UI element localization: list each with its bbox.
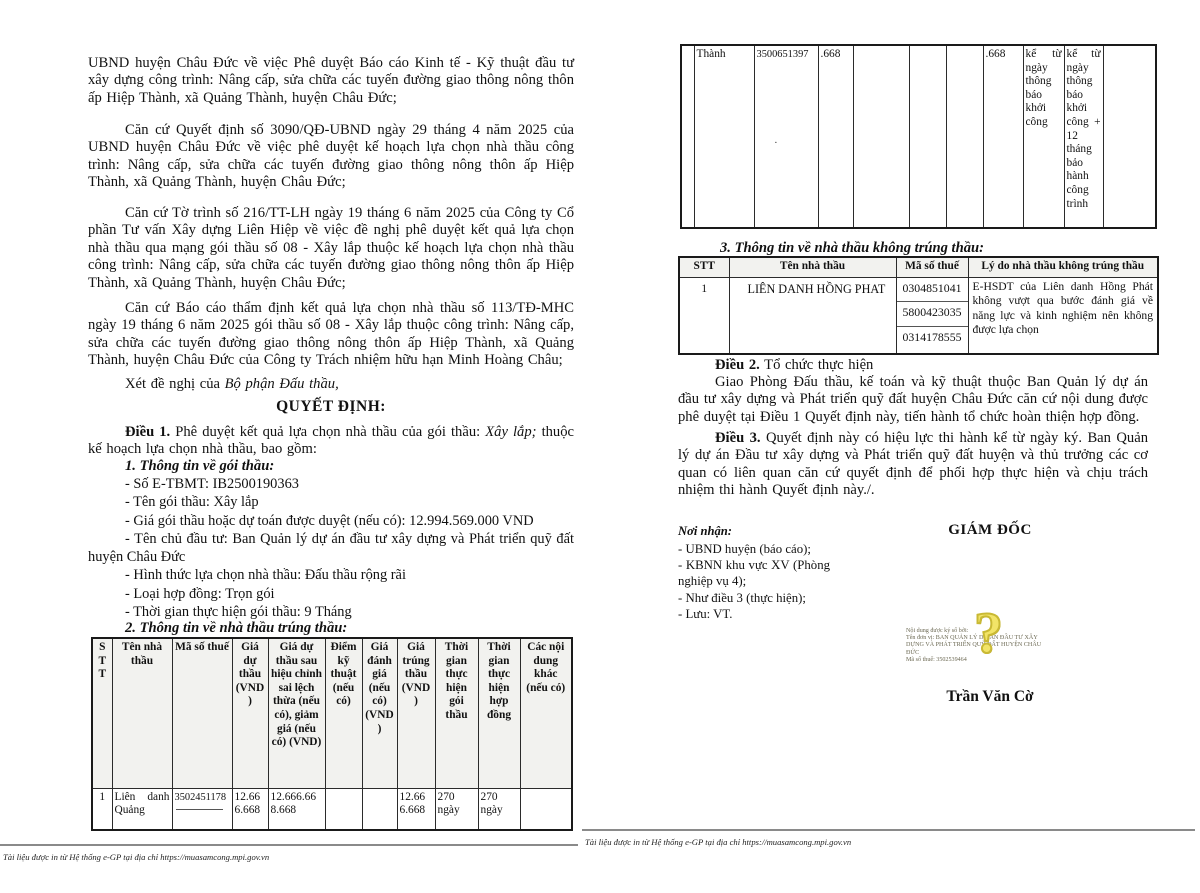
tax-id: 0314178555 — [902, 329, 962, 344]
dieu-1-text: Phê duyệt kết quả lựa chọn nhà thầu của gói thầu: — [170, 424, 486, 440]
list-item: - Loại hợp đồng: Trọn gói — [125, 585, 275, 602]
winning-bidder-table-continued — [680, 44, 1157, 229]
noi-nhan-title: Nơi nhận: — [678, 524, 733, 538]
section-1-title: 1. Thông tin về gói thầu: — [125, 458, 275, 474]
stamp-line: Nội dung được ký số bởi: — [906, 628, 969, 634]
cell-bid-price: .668 — [818, 45, 853, 228]
xet-de-nghi-italic: Bộ phận Đấu thầu, — [224, 376, 339, 392]
header-diem-ky-thuat: Điểm kỹ thuật (nếu có) — [325, 638, 362, 788]
header-gia-du-thau: Giá dự thầu (VND ) — [232, 638, 268, 788]
tax-dot: . — [774, 133, 778, 146]
noi-nhan-list — [678, 541, 830, 622]
cell-win-price: .668 — [983, 45, 1023, 228]
header-ly-do: Lý do nhà thầu không trúng thầu — [968, 257, 1158, 277]
cell-duration: 270 ngày — [435, 788, 478, 830]
xet-de-nghi-prefix: Xét đề nghị của — [125, 376, 225, 392]
dieu-3-label: Điều 3. — [715, 430, 761, 446]
paragraph-dieu-2-heading — [678, 357, 1148, 374]
dieu-1-tail: thuộc kế hoạch lựa chọn nhà thầu, bao gồm: — [88, 424, 574, 458]
cell-eval-price — [946, 45, 983, 228]
header-thoi-gian-goi-thau: Thời gian thực hiện gói thầu — [435, 638, 478, 788]
header-ten-nha-thau: Tên nhà thầu — [112, 638, 172, 788]
section-2-title: 2. Thông tin về nhà thầu trúng thầu: — [125, 620, 348, 636]
list-item: - Hình thức lựa chọn nhà thầu: Đấu thầu rộng rãi — [125, 567, 406, 584]
table-row-continued — [681, 45, 1156, 228]
dieu-1-italic: Xây lắp; — [485, 424, 537, 440]
decision-heading: QUYẾT ĐỊNH: — [276, 398, 386, 415]
cell-contract-duration: 270 ngày — [478, 788, 520, 830]
dieu-2-title: Tổ chức thực hiện — [759, 357, 874, 373]
cell-name: Liên danh Quảng — [112, 788, 172, 830]
footer-text-right: Tài liệu được in từ Hệ thống e-GP tại địa chỉ https://muasamcong.mpi.gov.vn — [585, 837, 852, 847]
missing-image-question-mark-icon: ? — [974, 600, 1003, 665]
cell-tax — [172, 788, 232, 830]
recipient-item: - Lưu: VT. — [678, 606, 733, 621]
recipient-item: - KBNN khu vực XV (Phòng nghiệp vụ 4); — [678, 558, 830, 589]
director-title: GIÁM ĐỐC — [948, 522, 1032, 538]
table-header-row — [679, 257, 1158, 277]
list-item: - Tên gói thầu: Xây lắp — [125, 494, 259, 511]
cell-eval-price — [362, 788, 397, 830]
footer-text-left: Tài liệu được in từ Hệ thống e-GP tại địa chỉ https://muasamcong.mpi.gov.vn — [3, 852, 270, 862]
cell-stt: 1 — [92, 788, 112, 830]
dieu-2-label: Điều 2. — [715, 357, 760, 373]
winning-bidder-table — [91, 637, 573, 831]
paragraph-dieu-3 — [678, 430, 1148, 500]
paragraph-can-cu-bao-cao: Căn cứ Báo cáo thẩm định kết quả lựa chọn nhà thầu số 113/TĐ-MHC ngày 19 tháng 6 năm 2025 gói thầu số 08 - Xây lắp thuộc công trình: Nâng cấp, sửa chữa các tuyến đường giao thông nông thôn ấp Hiệp Thành, xã Quảng Thành, huyện Châu Đức của Công ty Trách nhiệm hữu hạn Minh Hoàng Châu; — [88, 300, 574, 369]
cell-tax — [754, 45, 818, 228]
cell-win-price: 12.666.668 — [397, 788, 435, 830]
header-gia-sau-hieu-chinh: Giá dự thầu sau hiệu chỉnh sai lệch thừa (nếu có), giảm giá (nếu có) (VND) — [268, 638, 325, 788]
footer-rule-left — [0, 844, 578, 846]
paragraph-dieu-2-body: Giao Phòng Đấu thầu, kế toán và kỹ thuật thuộc Ban Quản lý dự án đầu tư xây dựng và Phát triển quỹ đất huyện Châu Đức căn cứ nội dung được phê duyệt tại Điều 1 Quyết định này, tiến hành tổ chức hoàn thiện hợp đồng. — [678, 374, 1148, 425]
recipient-item: - Như điều 3 (thực hiện); — [678, 590, 806, 605]
goi-thau-info-list — [88, 475, 574, 621]
stamp-line: Mã số thuế: 3502539464 — [906, 656, 967, 663]
paragraph-dieu-1 — [88, 424, 574, 459]
cell-tech-score — [325, 788, 362, 830]
cell-duration: kể từ ngày thông báo khởi công — [1023, 45, 1064, 228]
list-item: - Giá gói thầu hoặc dự toán được duyệt (nếu có): 12.994.569.000 VND — [125, 512, 534, 529]
cell-other — [520, 788, 572, 830]
header-ten-nha-thau: Tên nhà thầu — [729, 257, 896, 277]
header-noi-dung-khac: Các nội dung khác (nếu có) — [520, 638, 572, 788]
page-right — [678, 0, 1153, 893]
recipient-item: - UBND huyện (báo cáo); — [678, 542, 811, 556]
section-3-title: 3. Thông tin về nhà thầu không trúng thầu: — [720, 240, 984, 256]
tax-separator-line — [176, 808, 223, 810]
header-ma-so-thue: Mã số thuế — [896, 257, 968, 277]
tax-id: 0304851041 — [902, 280, 962, 295]
cell-tech-score — [909, 45, 946, 228]
header-stt: STT — [679, 257, 729, 277]
stamp-line: DỰNG VÀ PHÁT TRIỂN QUỸ ĐẤT HUYỆN CHÂU — [906, 642, 1042, 649]
cell-contract-duration: kể từ ngày thông báo khởi công + 12 tháng bảo hành công trình — [1064, 45, 1103, 228]
table-row — [679, 277, 1158, 354]
tax-id: 3500651397 — [756, 49, 809, 60]
cell-adjusted-price: 12.666.668.668 — [268, 788, 325, 830]
header-gia-trung-thau: Giá trúng thầu (VND ) — [397, 638, 435, 788]
tax-id: 3502451178 — [174, 791, 227, 803]
footer-rule-right — [582, 829, 1195, 831]
table-header-row — [92, 638, 572, 788]
cell-tax-ids — [896, 277, 968, 354]
list-item: - Số E-TBMT: IB2500190363 — [125, 476, 299, 492]
header-ma-so-thue: Mã số thuế — [172, 638, 232, 788]
cell-name: Thành — [694, 45, 754, 228]
header-gia-danh-gia: Giá đánh giá (nếu có) (VND ) — [362, 638, 397, 788]
cell-reason: E-HSDT của Liên danh Hồng Phát không vượt qua bước đánh giá về năng lực và kinh nghiệm nên không được lựa chọn — [968, 277, 1158, 354]
dieu-1-label: Điều 1. — [125, 424, 171, 440]
cell-other — [1103, 45, 1156, 228]
paragraph-continuation: UBND huyện Châu Đức về việc Phê duyệt Báo cáo Kinh tế - Kỹ thuật đầu tư xây dựng công trình: Nâng cấp, sửa chữa các tuyến đường giao thông nông thôn ấp Hiệp Thành, xã Quảng Thành, huyện Châu Đức; — [88, 55, 574, 106]
tax-id: 5800423035 — [902, 305, 962, 320]
losing-bidder-table — [678, 256, 1159, 355]
cell-adjusted-price — [853, 45, 909, 228]
signer-name: Trần Văn Cờ — [946, 688, 1034, 705]
paragraph-can-cu-to-trinh: Căn cứ Tờ trình số 216/TT-LH ngày 19 tháng 6 năm 2025 của Công ty Cổ phần Tư vấn Xây dựng Liên Hiệp về việc đề nghị phê duyệt kết quả lựa chọn nhà thầu qua mạng gói thầu số 08 - Xây lắp thuộc kế hoạch lựa chọn nhà thầu công trình: Nâng cấp, sửa chữa các tuyến đường giao thông nông thôn ấp Hiệp Thành, xã Quảng Thành, huyện Châu Đức; — [88, 205, 574, 291]
cell-bid-price: 12.666.668 — [232, 788, 268, 830]
dieu-3-text: Quyết định này có hiệu lực thi hành kể từ ngày ký. Ban Quản lý dự án Đầu tư xây dựng và Phát triển quỹ đất huyện và thủ trưởng các cơ quan có liên quan căn cứ quyết định để phối hợp thực hiện và chịu trách nhiệm thi hành Quyết định này./. — [678, 430, 1149, 499]
stamp-line: Tên đơn vị: BAN QUẢN LÝ DỰ ÁN ĐẦU TƯ XÂY — [906, 635, 1038, 642]
page-left — [88, 0, 574, 893]
stamp-line: ĐỨC — [906, 649, 920, 656]
cell-stt: 1 — [679, 277, 729, 354]
paragraph-can-cu-quyet-dinh: Căn cứ Quyết định số 3090/QĐ-UBND ngày 29 tháng 4 năm 2025 của UBND huyện Châu Đức về việc phê duyệt kế hoạch lựa chọn nhà thầu công trình: Nâng cấp, sửa chữa các tuyến đường giao thông nông thôn ấp Hiệp Thành, xã Quảng Thành, huyện Châu Đức; — [88, 122, 574, 191]
list-item: - Thời gian thực hiện gói thầu: 9 Tháng — [125, 604, 352, 621]
cell-stt — [681, 45, 694, 228]
table-row — [92, 788, 572, 830]
header-thoi-gian-hop-dong: Thời gian thực hiện hợp đồng — [478, 638, 520, 788]
cell-name: LIÊN DANH HỒNG PHAT — [729, 277, 896, 354]
paragraph-xet-de-nghi — [88, 376, 574, 393]
header-stt: S T T — [92, 638, 112, 788]
list-item: - Tên chủ đầu tư: Ban Quản lý dự án đầu tư xây dựng và Phát triển quỹ đất huyện Châu Đức — [88, 530, 574, 566]
